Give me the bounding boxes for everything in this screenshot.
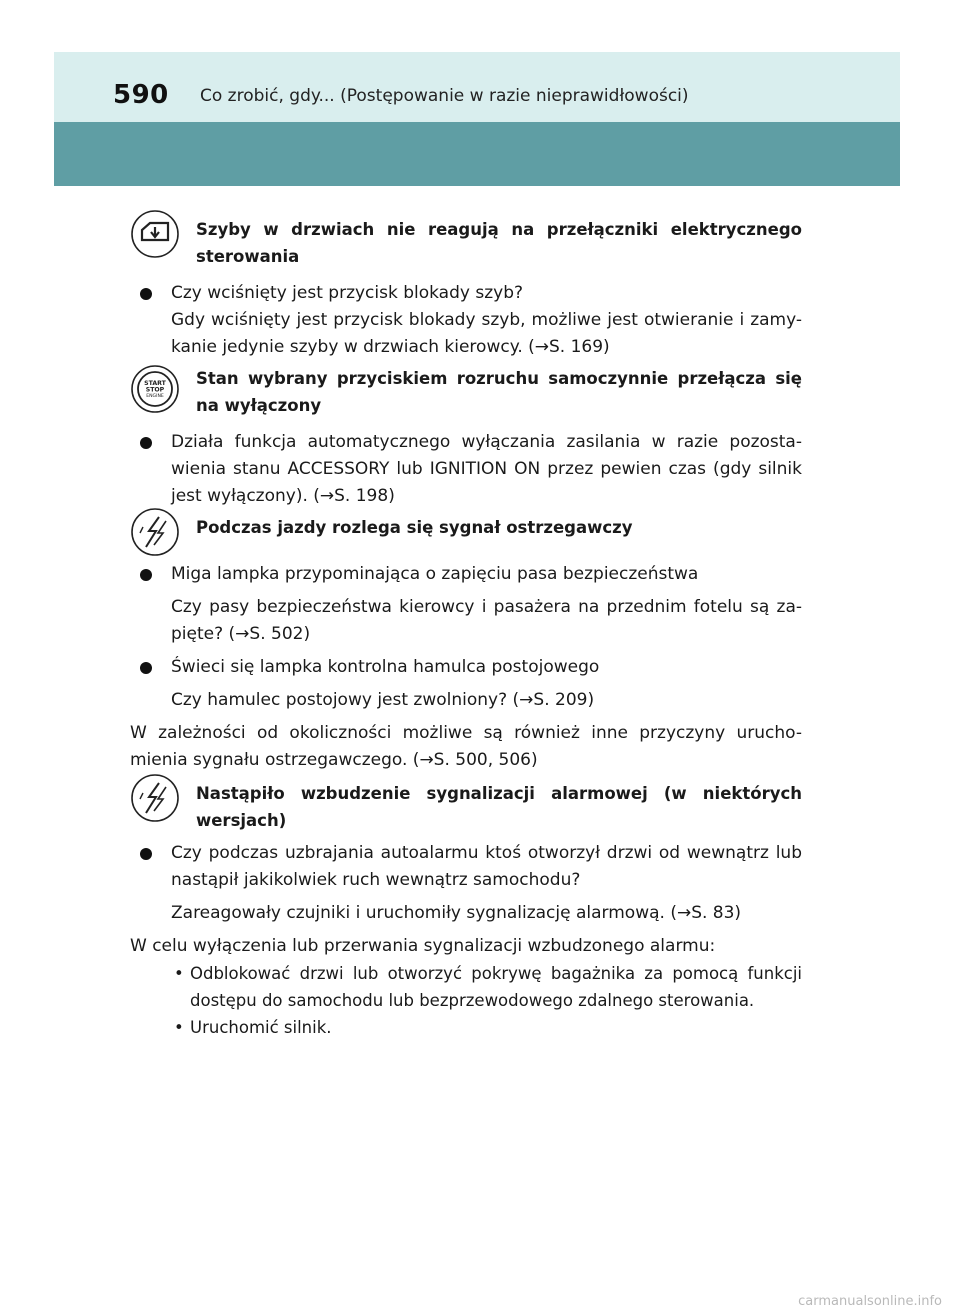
section-title: Podczas jazdy rozlega się sygnał ostrzegawczy [196,518,633,537]
explanation-text: Czy hamulec postojowy jest zwolniony? (→S. 209) [171,690,595,710]
section-heading [130,213,802,270]
section-title: Nastąpiło wzbudzenie sygnalizacji alarmowej (w niektórych wersjach) [196,784,802,830]
list-item: • Uruchomić silnik. [130,1014,802,1041]
section-heading [130,362,802,419]
bullet-item: Czy wciśnięty jest przycisk blokady szyb? [130,280,802,307]
page-number: 590 [113,80,169,110]
explanation-text: Czy pasy bezpieczeństwa kierowcy i pasażera na przednim fotelu są za-pięte? (→S. 502) [171,597,802,644]
start-stop-engine-icon [130,364,180,414]
section-heading [130,777,802,834]
section-heading [130,511,802,555]
list-item: • Odblokować drzwi lub otworzyć pokrywę bagażnika za pomocą funkcji dostępu do samochodu lub bezprzewodowego zdalnego sterowania. [130,960,802,1014]
bullet-item: Miga lampka przypominająca o zapięciu pasa bezpieczeństwa [130,561,802,588]
bullet-item: Działa funkcja automatycznego wyłączania zasilania w razie pozosta-wienia stanu ACCESSORY lub IGNITION ON przez pewien czas (gdy silnik jest wyłączony). (→S. 198) [130,429,802,510]
icon-label-engine: ENGINE [146,394,164,399]
window-switch-icon [130,209,180,259]
section-window-switches [130,213,802,361]
watermark: carmanualsonline.info [798,1294,942,1309]
section-alarm [130,777,802,1041]
alarm-icon [130,773,180,823]
icon-label-stop: STOP [145,386,165,394]
warning-buzzer-icon [130,507,180,557]
icon-label-start: START [144,380,166,387]
bullet-item: Świeci się lampka kontrolna hamulca postojowego [130,654,802,681]
explanation-text: Zareagowały czujniki i uruchomiły sygnalizację alarmową. (→S. 83) [171,903,742,923]
section-title: Szyby w drzwiach nie reagują na przełączniki elektrycznego sterowania [196,220,802,266]
note-text: W zależności od okoliczności możliwe są również inne przyczyny urucho-mienia sygnału ostrzegawczego. (→S. 500, 506) [130,723,802,770]
running-title: Co zrobić, gdy... (Postępowanie w razie nieprawidłowości) [200,86,689,106]
explanation-text: Gdy wciśnięty jest przycisk blokady szyb, możliwe jest otwieranie i zamy-kanie jedynie szyby w drzwiach kierowcy. (→S. 169) [171,310,802,357]
section-warning-buzzer [130,511,802,774]
bullet-item: Czy podczas uzbrajania autoalarmu ktoś otworzył drzwi od wewnątrz lub nastąpił jakikolwiek ruch wewnątrz samochodu? [130,840,802,894]
note-text: W celu wyłączenia lub przerwania sygnalizacji wzbudzonego alarmu: [130,936,716,956]
section-title: Stan wybrany przyciskiem rozruchu samoczynnie przełącza się na wyłączony [196,369,802,415]
section-color-band [54,122,900,186]
section-start-stop [130,362,802,510]
